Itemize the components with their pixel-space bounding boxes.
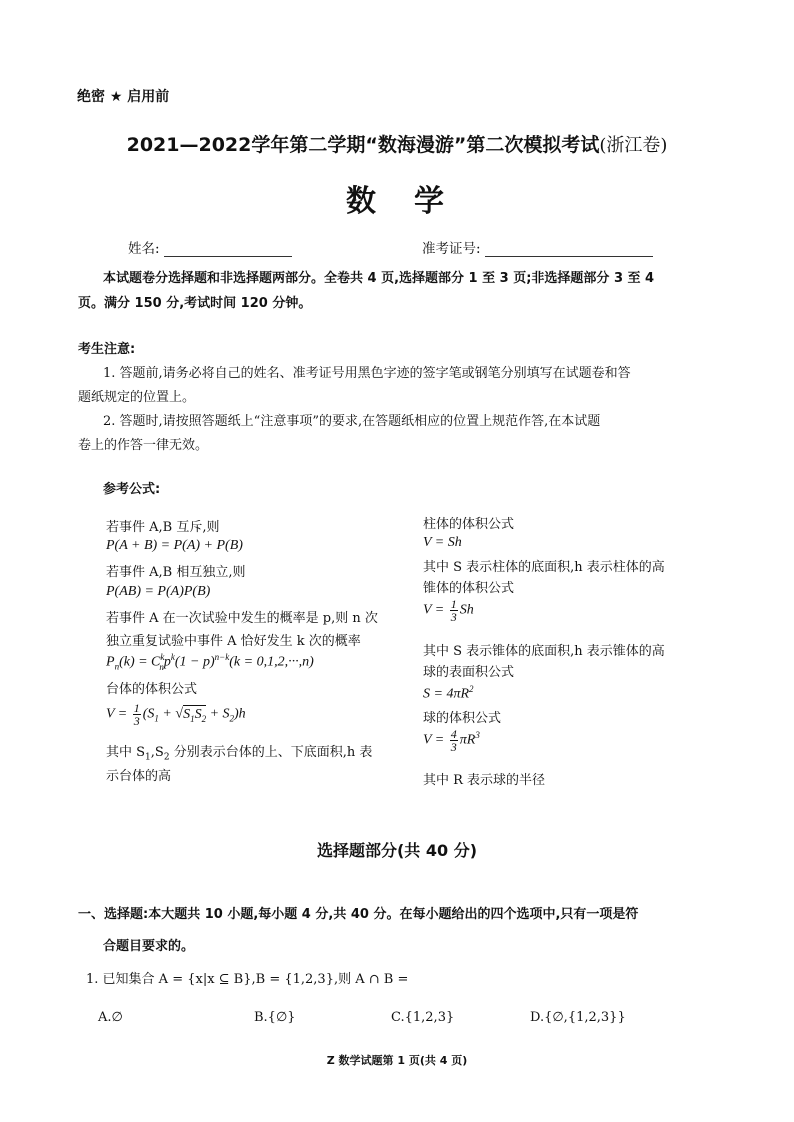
notice-item1-line2: 题纸规定的位置上。 xyxy=(78,390,196,405)
cone-den: 3 xyxy=(450,610,457,624)
cone-fraction xyxy=(450,598,458,623)
name-field xyxy=(128,237,292,257)
formula-right-11: 其中 R 表示球的半径 xyxy=(423,773,546,788)
formula-right-1: 柱体的体积公式 xyxy=(423,517,515,532)
sphere-area-sup: 2 xyxy=(469,684,474,694)
sphere-v: V = xyxy=(423,732,445,748)
binomial-sup-nk: n−k xyxy=(214,652,230,662)
formulas-title: 参考公式: xyxy=(103,482,161,497)
section-instr-line2: 合题目要求的。 xyxy=(103,939,195,954)
frustum-note-c: 分别表示台体的上、下底面积,h 表 xyxy=(169,745,373,760)
cone-sh: Sh xyxy=(459,602,474,618)
exam-region: (浙江卷) xyxy=(599,135,668,156)
formula-right-2: V = Sh xyxy=(423,535,462,550)
formula-binomial xyxy=(106,652,314,671)
formula-sphere-volume xyxy=(423,728,480,753)
frustum-plus: + xyxy=(162,706,172,722)
sphere-pir: πR xyxy=(459,732,476,748)
binomial-p2: p xyxy=(163,654,171,670)
frustum-num: 1 xyxy=(133,701,140,715)
question-1-option-a[interactable]: A.∅ xyxy=(98,1010,123,1025)
binomial-sup-k: k xyxy=(160,652,165,662)
subject-title: 数 学 xyxy=(346,184,448,219)
frustum-fraction xyxy=(133,702,141,727)
question-1-option-c[interactable]: C.{1,2,3} xyxy=(391,1010,455,1025)
formula-left-3: 若事件 A,B 相互独立,则 xyxy=(106,565,246,580)
name-blank xyxy=(164,242,292,257)
frustum-s1: (S xyxy=(142,706,155,722)
formula-left-8: 台体的体积公式 xyxy=(106,682,198,697)
frustum-sqrt-s2: S xyxy=(194,706,202,722)
page-footer: Z 数学试题第 1 页(共 4 页) xyxy=(326,1054,468,1067)
formula-left-6: 独立重复试验中事件 A 恰好发生 k 次的概率 xyxy=(106,634,361,649)
exam-title xyxy=(0,130,794,157)
frustum-den: 3 xyxy=(133,714,140,728)
notice-item2-line1: 2. 答题时,请按照答题纸上“注意事项”的要求,在答题纸相应的位置上规范作答,在本试题 xyxy=(103,414,601,429)
sphere-sup: 3 xyxy=(475,730,480,741)
binomial-c-sub-n: n xyxy=(159,661,164,672)
binomial-c: (k) = C xyxy=(119,654,161,670)
name-label: 姓名: xyxy=(128,241,160,257)
binomial-sub-n: n xyxy=(114,661,120,672)
formula-left-2: P(A + B) = P(A) + P(B) xyxy=(106,538,243,553)
notice-item2-line2: 卷上的作答一律无效。 xyxy=(78,438,209,453)
formula-left-11: 示台体的高 xyxy=(106,769,172,784)
sphere-den: 3 xyxy=(450,740,457,754)
formula-right-6: 其中 S 表示锥体的底面积,h 表示锥体的高 xyxy=(423,644,665,659)
section-instr-line1: 一、选择题:本大题共 10 小题,每小题 4 分,共 40 分。在每小题给出的四个选项中,只有一项是符 xyxy=(78,907,639,922)
exam-title-main: 2021—2022学年第二学期“数海漫游”第二次模拟考试 xyxy=(126,134,600,156)
formula-cone xyxy=(423,598,474,623)
formula-right-4: 锥体的体积公式 xyxy=(423,581,515,596)
binomial-range: (k = 0,1,2,···,n) xyxy=(229,654,314,670)
formula-left-1: 若事件 A,B 互斥,则 xyxy=(106,520,220,535)
binomial-p-sup-k: k xyxy=(170,652,175,662)
id-label: 准考证号: xyxy=(422,241,481,257)
formula-left-10: 其中 $S_1,S_2$ 分别表示台体的上、下底面积,h 表 xyxy=(106,745,373,763)
cone-num: 1 xyxy=(450,597,457,611)
sphere-area-text: S = 4πR xyxy=(423,686,470,702)
question-1-stem: 1. 已知集合 A = {x|x ⊆ B},B = {1,2,3},则 A ∩ B = xyxy=(86,972,409,987)
frustum-note-b: ,S xyxy=(150,745,164,760)
notice-title: 考生注意: xyxy=(78,342,136,357)
formula-frustum: V = $\frac{1}{3}$ $(S_1 + √S_1S_2 + S_2)h$ xyxy=(106,701,246,728)
section-title: 选择题部分(共 40 分) xyxy=(316,841,478,860)
id-blank xyxy=(485,242,653,257)
cone-v: V = xyxy=(423,602,445,618)
notice-item1-line1: 1. 答题前,请务必将自己的姓名、准考证号用黑色字迹的签字笔或钢笔分别填写在试题卷和答 xyxy=(103,366,631,381)
sphere-fraction xyxy=(450,728,458,753)
question-1-option-b[interactable]: B.{∅} xyxy=(254,1010,296,1025)
frustum-s2: + S xyxy=(209,706,230,722)
frustum-sqrt: $S_1S_2$ xyxy=(183,706,207,724)
frustum-sqrt-s1: S xyxy=(183,706,191,722)
frustum-v: V = xyxy=(106,706,128,722)
binomial-1mp: (1 − p) xyxy=(174,654,215,670)
secret-label: 绝密 ★ 启用前 xyxy=(77,89,170,105)
formula-right-9: 球的体积公式 xyxy=(423,711,502,726)
formula-left-5: 若事件 A 在一次试验中发生的概率是 p,则 n 次 xyxy=(106,611,378,626)
frustum-h: )h xyxy=(234,706,246,722)
formula-left-4: P(AB) = P(A)P(B) xyxy=(106,584,211,599)
id-field xyxy=(422,237,653,257)
intro-line-2: 页。满分 150 分,考试时间 120 分钟。 xyxy=(78,296,312,311)
frustum-note-a: 其中 S xyxy=(106,745,146,760)
formula-sphere-area xyxy=(423,684,474,703)
formula-right-7: 球的表面积公式 xyxy=(423,665,515,680)
binomial-p: P xyxy=(106,654,115,670)
question-1-option-d[interactable]: D.{∅,{1,2,3}} xyxy=(530,1010,626,1025)
intro-line-1: 本试题卷分选择题和非选择题两部分。全卷共 4 页,选择题部分 1 至 3 页;非选择题部分 3 至 4 xyxy=(103,271,655,286)
formula-right-3: 其中 S 表示柱体的底面积,h 表示柱体的高 xyxy=(423,560,665,575)
sphere-num: 4 xyxy=(450,727,457,741)
